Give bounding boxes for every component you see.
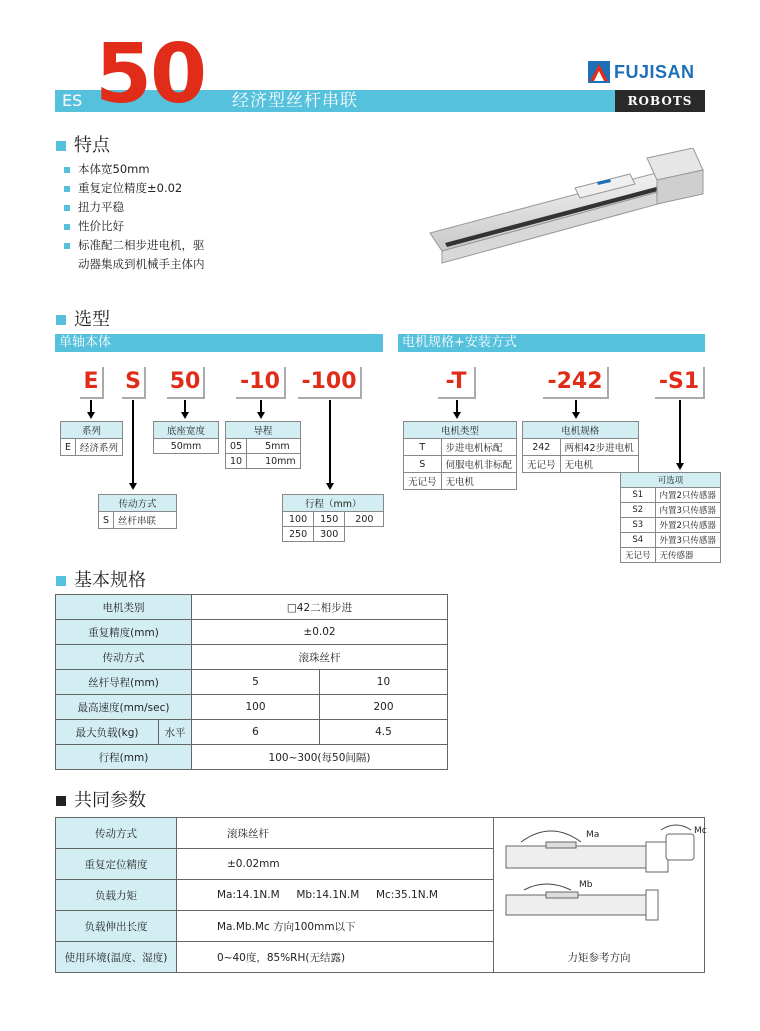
feature-item: 重复定位精度±0.02 <box>64 179 205 198</box>
connector-arrow <box>87 412 95 419</box>
diagram-label-mc: Mc <box>694 826 707 836</box>
basic-spec-table: 电机类别 □42二相步进 重复精度(mm) ±0.02 传动方式 滚珠丝杆 丝杆导程(mm) 5 10 最高速度(mm/sec) 100 200 最大负载(kg) 水平 6 4.5 行程(mm) 100~300(每50间隔) <box>55 594 448 770</box>
connector-line <box>456 400 458 412</box>
connector-arrow <box>181 412 189 419</box>
basic-spec-title: 基本规格 <box>56 566 146 592</box>
fujisan-logo-icon <box>588 61 610 87</box>
lead-table: 导程 05 5mm 10 10mm <box>225 421 301 469</box>
motor-type-table: 电机类型 T 步进电机标配 S 伺服电机非标配 无记号 无电机 <box>403 421 517 490</box>
options-table: 可选项 S1 内置2只传感器 S2 内置3只传感器 S3 外置2只传感器 S4 外置3只传感器 无记号 无传感器 <box>620 472 721 563</box>
robots-label: ROBOTS <box>615 90 705 112</box>
connector-line <box>90 400 92 412</box>
series-table: 系列 E 经济系列 <box>60 421 123 456</box>
header-model-number: 50 <box>95 27 206 122</box>
connector-line <box>575 400 577 412</box>
connector-arrow <box>326 483 334 490</box>
product-image <box>425 148 705 292</box>
diagram-label-ma: Ma <box>586 830 600 840</box>
feature-item: 标准配二相步进电机，驱 <box>64 236 205 255</box>
code-motor-spec: -242 <box>543 367 609 399</box>
selection-title: 选型 <box>56 305 110 331</box>
stroke-table: 行程（mm） 100 150 200 250 300 <box>282 494 384 542</box>
code-option: -S1 <box>655 367 705 399</box>
header-subtitle: 经济型丝杆串联 <box>232 91 358 111</box>
connector-arrow <box>129 483 137 490</box>
code-50: 50 <box>167 367 205 399</box>
drive-table: 传动方式 S 丝杆串联 <box>98 494 177 529</box>
code-motor-type: -T <box>438 367 476 399</box>
connector-line <box>329 400 331 483</box>
common-params-table: 传动方式 滚珠丝杆 Ma Mc Mb 力矩参考方向 重复定位精度 ±0.02mm 负载力矩 Ma:14.1N.M Mb:14.1N.M Mc:35.1N.M 负载伸出长度 Ma.Mb.Mc 方向100mm以下 使用环境(温度、湿度) 0~40度，85%RH(无结露) <box>55 817 705 973</box>
code-s: S <box>122 367 146 399</box>
brand-name: FUJISAN <box>614 62 695 82</box>
moment-values: Ma:14.1N.M Mb:14.1N.M Mc:35.1N.M <box>177 880 494 911</box>
diagram-label-mb: Mb <box>579 880 593 890</box>
feature-item: 动器集成到机械手主体内 <box>78 257 205 271</box>
feature-item: 性价比好 <box>64 217 205 236</box>
band-motor-spec: 电机规格+安装方式 <box>398 334 705 352</box>
feature-item: 本体宽50mm <box>64 160 205 179</box>
moment-diagram-icon <box>496 820 711 938</box>
code-lead: -10 <box>236 367 286 399</box>
code-e: E <box>80 367 104 399</box>
feature-item: 扭力平稳 <box>64 198 205 217</box>
connector-line <box>260 400 262 412</box>
common-params-title: 共同参数 <box>56 786 146 812</box>
features-list <box>64 160 205 274</box>
header-es: ES <box>62 91 83 110</box>
connector-arrow <box>676 463 684 470</box>
connector-line <box>184 400 186 412</box>
moment-diagram-cell <box>494 818 705 973</box>
connector-line <box>132 400 134 483</box>
width-table: 底座宽度 50mm <box>153 421 219 454</box>
connector-arrow <box>257 412 265 419</box>
diagram-caption: 力矩参考方向 <box>567 952 631 964</box>
connector-line <box>679 400 681 463</box>
connector-arrow <box>572 412 580 419</box>
features-title: 特点 <box>56 131 110 157</box>
motor-spec-table: 电机规格 242 两相42步进电机 无记号 无电机 <box>522 421 639 473</box>
band-single-axis: 单轴本体 <box>55 334 383 352</box>
code-stroke: -100 <box>298 367 362 399</box>
connector-arrow <box>453 412 461 419</box>
